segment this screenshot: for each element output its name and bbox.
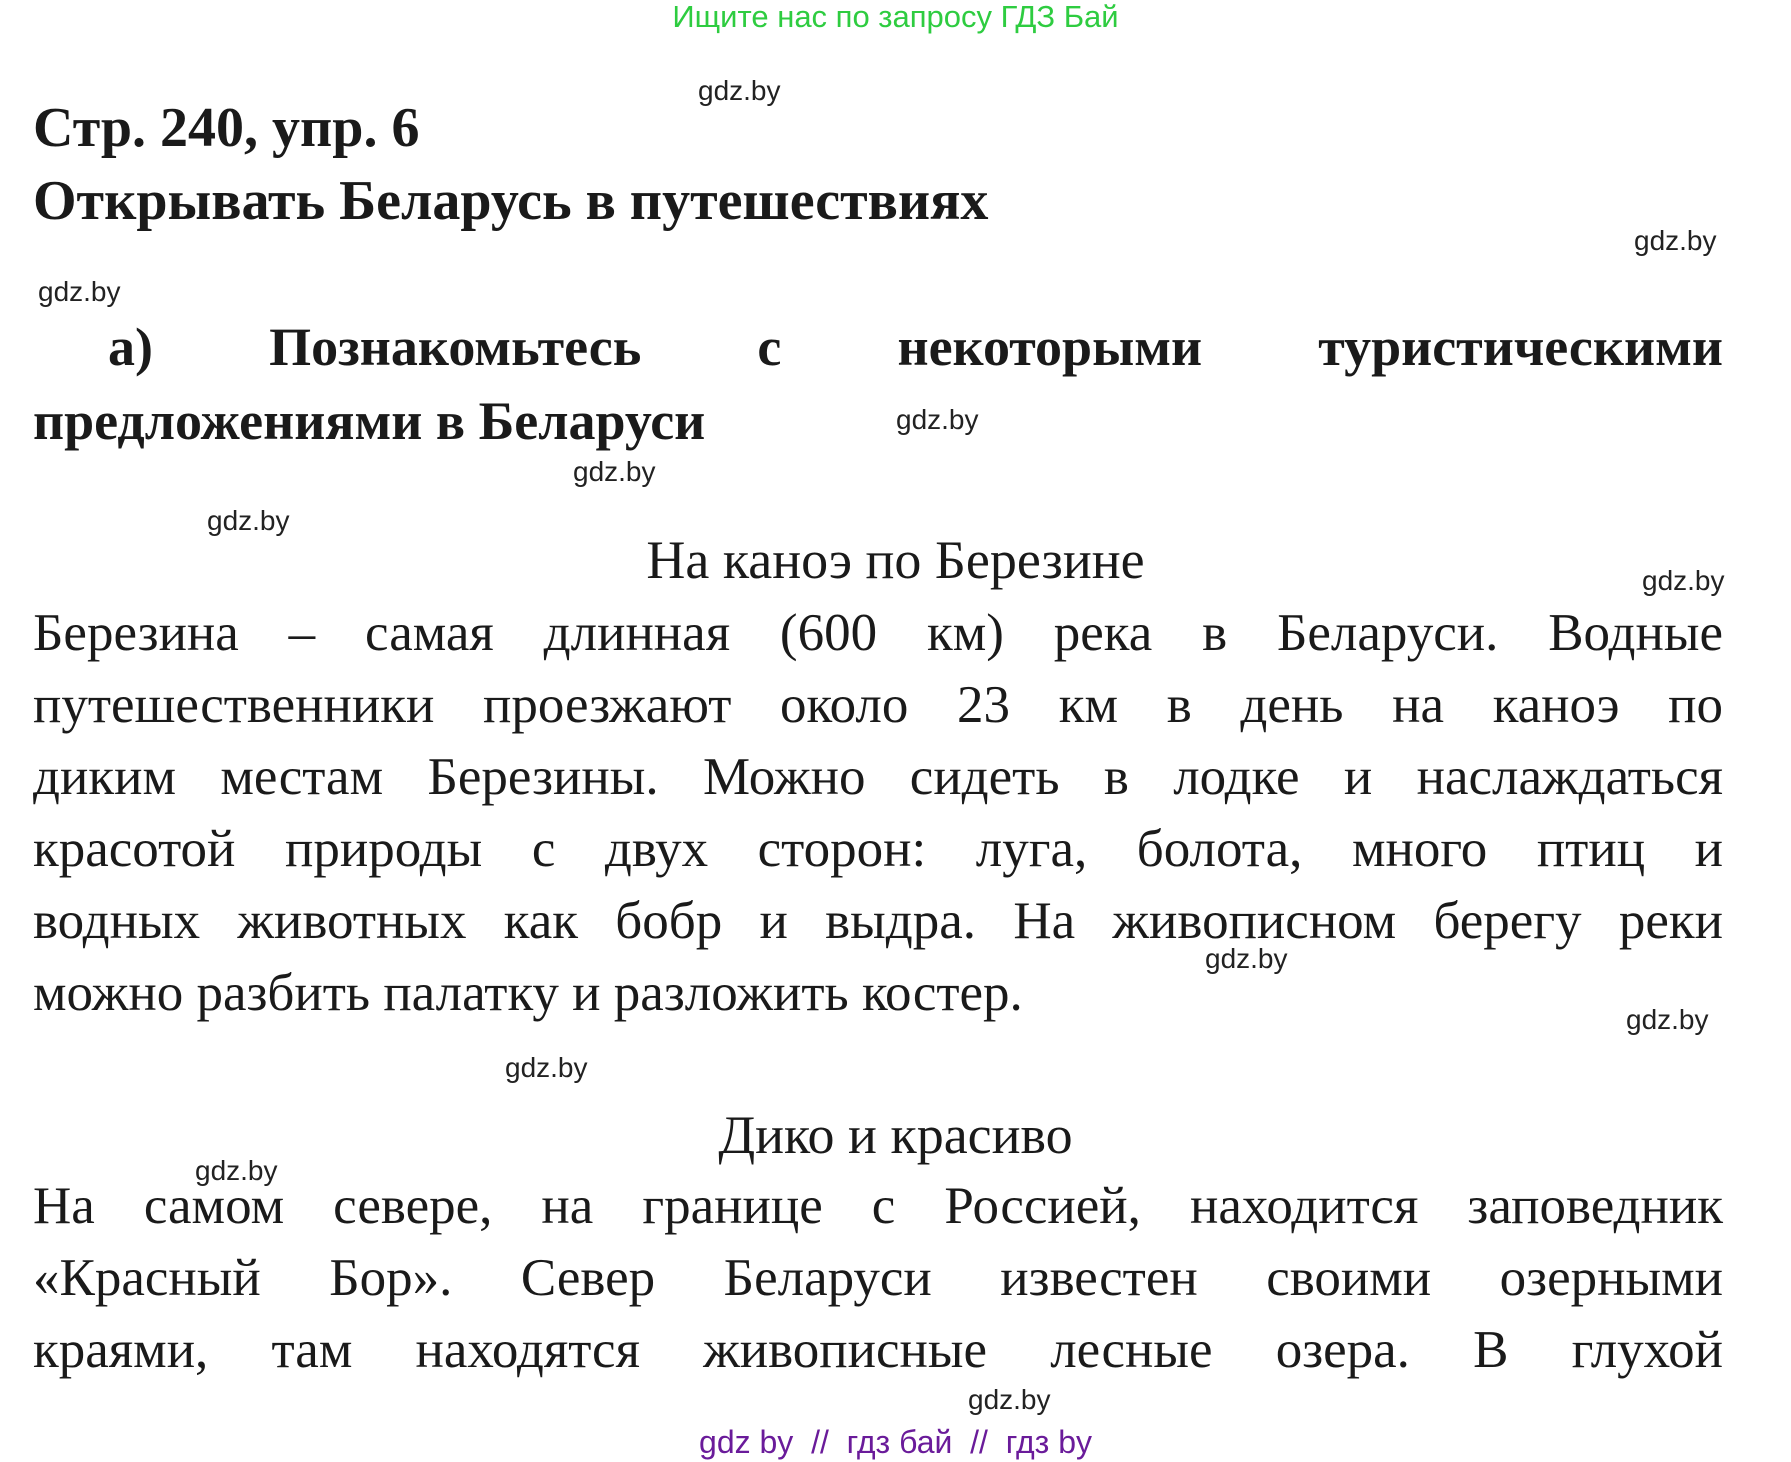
exercise-heading: Стр. 240, упр. 6 [33,97,420,159]
watermark: gdz.by [195,1155,278,1186]
footer-watermark: gdz by // гдз бай // гдз by [699,1424,1092,1460]
paragraph-line: водных животных как бобр и выдра. На живописном берегу реки [33,892,1723,950]
watermark: gdz.by [1205,943,1288,974]
watermark: gdz.by [1642,565,1725,596]
paragraph-line: Березина – самая длинная (600 км) река в Беларуси. Водные [33,604,1723,662]
paragraph-line: можно разбить палатку и разложить костер. [33,964,1023,1022]
paragraph-line: На самом севере, на границе с Россией, находится заповедник [33,1177,1723,1235]
section-title: Дико и красиво [718,1105,1073,1165]
paragraph-line: краями, там находятся живописные лесные озера. В глухой [33,1321,1723,1379]
watermark: gdz.by [1626,1004,1709,1035]
section-paragraph [33,1170,1723,1386]
section-paragraph [33,597,1723,1029]
watermark: gdz.by [896,404,979,435]
topic-heading: Открывать Беларусь в путешествиях [33,170,989,232]
watermark: gdz.by [505,1052,588,1083]
watermark: gdz.by [968,1384,1051,1415]
paragraph-line: путешественники проезжают около 23 км в день на каноэ по [33,676,1723,734]
watermark: gdz.by [1634,225,1717,256]
watermark: gdz.by [573,456,656,487]
paragraph-line: «Красный Бор». Север Беларуси известен своими озерными [33,1249,1723,1307]
watermark: gdz.by [698,75,781,106]
section-title: На каноэ по Березине [646,530,1145,590]
paragraph-line: красотой природы с двух сторон: луга, болота, много птиц и [33,820,1723,878]
watermark: gdz.by [207,505,290,536]
task-statement [33,310,1723,458]
watermark: gdz.by [38,276,121,307]
task-line: а) Познакомьтесь с некоторыми туристическими [108,317,1723,377]
paragraph-line: диким местам Березины. Можно сидеть в лодке и наслаждаться [33,748,1723,806]
search-banner: Ищите нас по запросу ГДЗ Бай [672,0,1119,34]
task-line: предложениями в Беларуси [33,391,706,451]
